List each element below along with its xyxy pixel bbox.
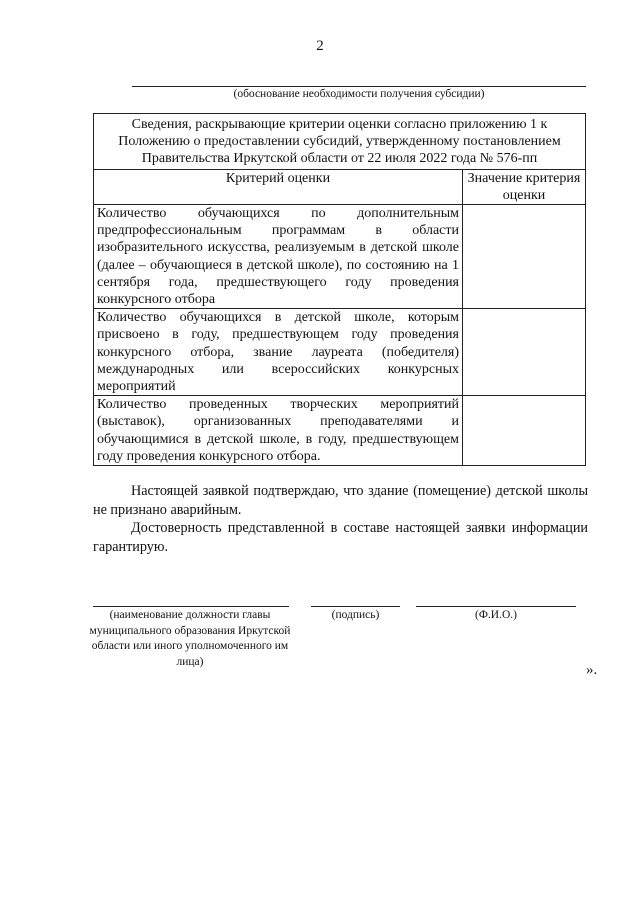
closing-quote: ». (586, 662, 598, 678)
value-cell[interactable] (463, 205, 586, 309)
table-row (94, 205, 586, 309)
column-header-value: Значение критерия оценки (463, 169, 586, 204)
table-header-row (94, 169, 586, 204)
criterion-cell: Количество обучающихся в детской школе, которым присвоено в году, предшествующем году проведения конкурсного отбора, звание лауреата (победителя) международных или всероссийских конкурсных мероприятий (94, 309, 463, 396)
page-number: 2 (316, 38, 324, 54)
table-row (94, 396, 586, 466)
criterion-cell: Количество обучающихся по дополнительным предпрофессиональным программам в области изобразительного искусства, реализуемым в детской школе (далее – обучающиеся в детской школе), по состоянию на 1 сентября года, предшествующего году проведения конкурсного отбора (94, 205, 463, 309)
reliability-text: Достоверность представленной в составе настоящей заявки информации гарантирую. (93, 520, 588, 555)
justification-caption: (обоснование необходимости получения субсидии) (233, 88, 485, 100)
criteria-table (93, 113, 586, 466)
name-caption: (Ф.И.О.) (475, 609, 517, 621)
name-signature-line (416, 606, 576, 607)
signature-line (311, 606, 400, 607)
table-title: Сведения, раскрывающие критерии оценки согласно приложению 1 к Положению о предоставлении субсидий, утвержденному постановлением Правительства Иркутской области от 22 июля 2022 года № 576-пп (94, 114, 586, 170)
value-cell[interactable] (463, 396, 586, 466)
position-caption: (наименование должности главы муниципального образования Иркутской области или иного уполномоченного им лица) (89, 609, 291, 668)
confirmation-paragraph (93, 482, 588, 519)
table-title-row (94, 114, 586, 170)
position-signature-line (93, 606, 289, 607)
value-cell[interactable] (463, 309, 586, 396)
criterion-cell: Количество проведенных творческих мероприятий (выставок), организованных преподавателями и обучающимися в детской школе, в году, предшествующем году проведения конкурсного отбора. (94, 396, 463, 466)
column-header-criterion: Критерий оценки (94, 169, 463, 204)
confirmation-text: Настоящей заявкой подтверждаю, что здание (помещение) детской школы не признано аварийным. (93, 483, 588, 518)
justification-line (132, 86, 586, 87)
reliability-paragraph (93, 519, 588, 556)
signature-caption: (подпись) (331, 609, 380, 621)
table-row (94, 309, 586, 396)
